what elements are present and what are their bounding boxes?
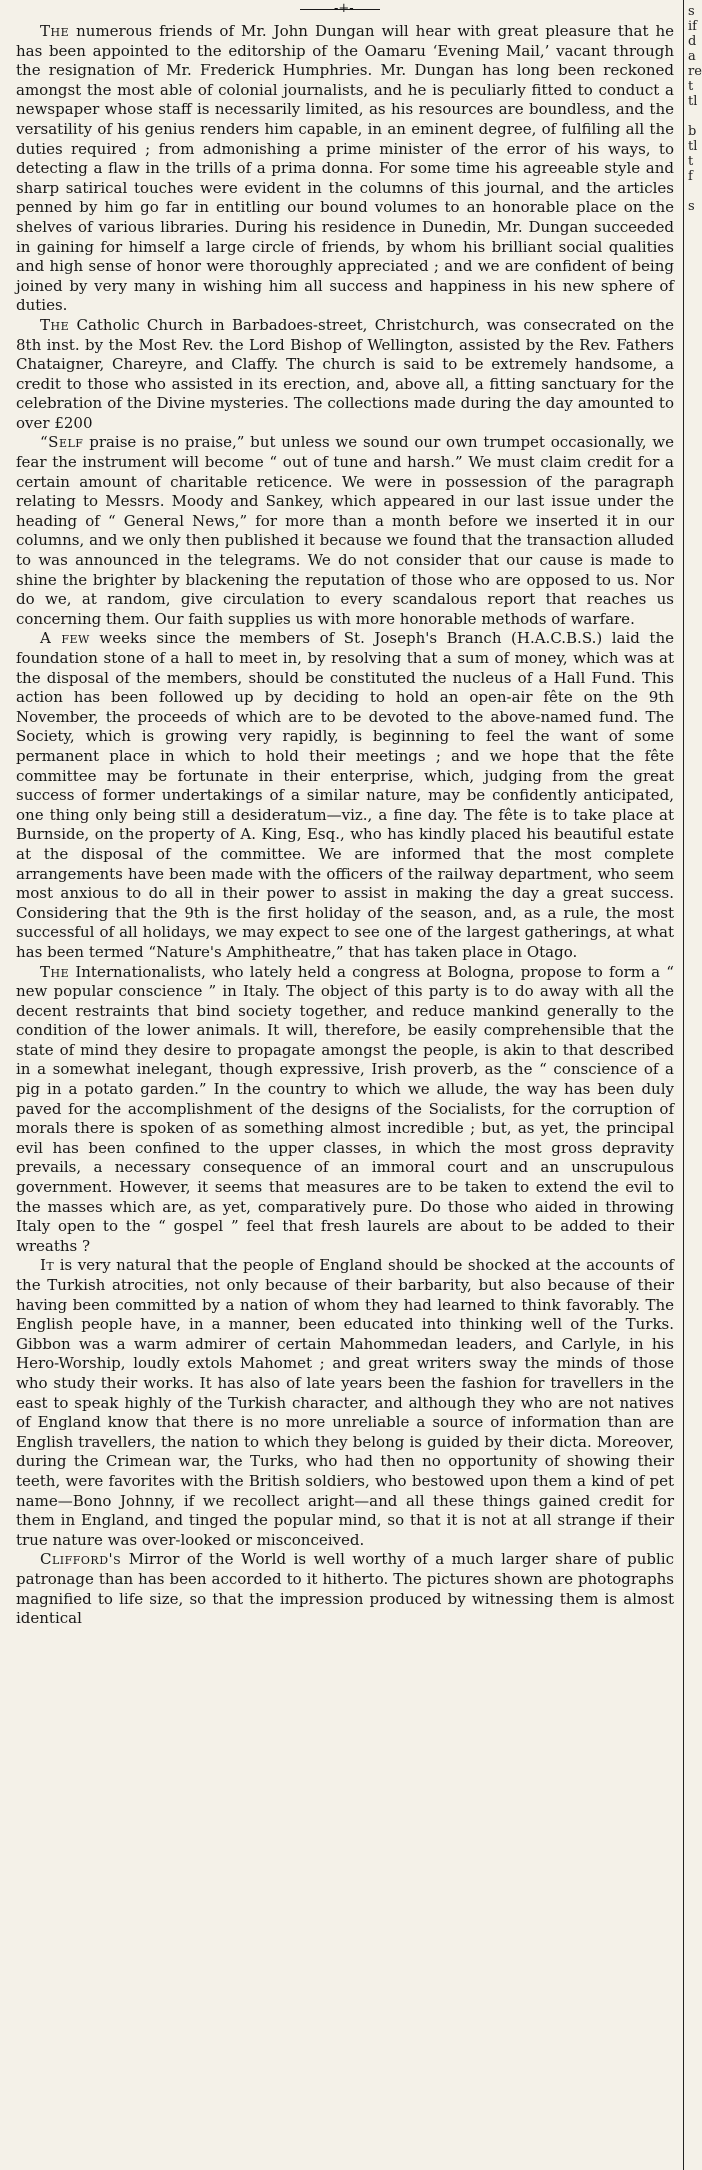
lead-word: The [40,962,70,981]
lead-word: It [40,1256,55,1275]
lead-word: The [40,315,70,334]
paragraph-dungan-appointment [16,22,674,316]
paragraph-turkish-atrocities [16,1256,674,1550]
fragment-text: if [688,19,697,34]
paragraph-text: weeks since the members of St. Joseph's Branch (H.A.C.B.S.) laid the foundation stone of a hall to meet in, by resolving that a sum of money, which was at the disposal of the members, should be constituted the nucleus of a Hall Fund. This action has been followed up by deciding to hold an open-air fête on the 9th November, the proceeds of which are to be devoted to the above-named fund. The Society, which is growing very rapidly, is beginning to feel the want of some permanent place in which to hold their meetings ; and we hope that the fête committee may be fortunate in their enterprise, which, judging from the great success of former undertakings of a similar nature, may be confidently anticipated, one thing only being still a desideratum—viz., a fine day. The fête is to take place at Burnside, on the property of A. King, Esq., who has kindly placed his beautiful estate at the disposal of the committee. We are informed that the most complete arrangements have been made with the officers of the railway department, who seem most anxious to do all in their power to assist in making the day a great success. Considering that the 9th is the first holiday of the season, and, as a rule, the most successful of all holidays, we may expect to see one of the largest gatherings, at what has been termed “Nature's Amphitheatre,” that has taken place in Otago. [16,629,674,961]
fragment-text: t [688,79,694,94]
lead-word: Clifford's [40,1550,122,1569]
fragment-text: a [688,49,696,64]
paragraph-text: Catholic Church in Barbadoes-street, Christchurch, was consecrated on the 8th inst. by the Most Rev. the Lord Bishop of Wellington, assisted by the Rev. Fathers Chataigner, Chareyre, and Claffy. The church is said to be extremely handsome, a credit to those who assisted in its erection, and, above all, a fitting sanctuary for the celebration of the Divine mysteries. The collections made during the day amounted to over £200 [16,315,674,432]
fragment-text: f [688,169,693,184]
fragment-text: s [688,4,695,19]
paragraph-text: Internationalists, who lately held a congress at Bologna, propose to form a “ new popular conscience ” in Italy. The object of this party is to do away with all the decent restraints that bind society together, and reduce mankind generally to the condition of the lower animals. It will, therefore, be easily comprehensible that the state of mind they desire to propagate amongst the people, is akin to that described in a somewhat inelegant, though expressive, Irish proverb, as the “ conscience of a pig in a potato garden.” In the country to which we allude, the way has been duly paved for the accomplishment of the designs of the Socialists, for the corruption of morals there is spoken of as something almost incredible ; but, as yet, the principal evil has been confined to the upper classes, in which the most gross depravity prevails, a necessary consequence of an immoral court and an unscrupulous government. However, it seems that measures are to be taken to extend the evil to the masses which are, as yet, comparatively pure. Do those who aided in throwing Italy open to the “ gospel ” feel that fresh laurels are about to be added to their wreaths ? [16,962,674,1255]
fragment-text: re [688,64,702,79]
adjacent-column-fragment [688,4,700,214]
fragment-text: b [688,124,697,139]
header-ornament: -+- [334,1,354,16]
lead-word: A few [40,629,90,648]
paragraph-text: praise is no praise,” but unless we sound our own trumpet occasionally, we fear the instrument will become “ out of tune and harsh.” We must claim credit for a certain amount of charitable reticence. We were in possession of the paragraph relating to Messrs. Moody and Sankey, which appeared in our last issue under the heading of “ General News,” for more than a month before we inserted it in our columns, and we only then published it because we found that the transaction alluded to was announced in the telegrams. We do not consider that our cause is made to shine the brighter by blackening the reputation of those who are opposed to us. Nor do we, at random, give circulation to every scandalous report that reaches us concerning them. Our faith supplies us with more honorable methods of warfare. [16,433,674,628]
paragraph-cliffords-mirror [16,1550,674,1628]
paragraph-catholic-church [16,316,674,434]
paragraph-self-praise [16,433,674,629]
fragment-text [688,109,700,124]
fragment-text: tl [688,94,698,109]
lead-word: “Self [40,433,84,452]
paragraph-text: numerous friends of Mr. John Dungan will hear with great pleasure that he has been appointed to the editorship of the Oamaru ‘Evening Mail,’ vacant through the resignation of Mr. Frederick Humphries. Mr. Dungan has long been reckoned amongst the most able of colonial journalists, and he is peculiarly fitted to conduct a newspaper whose staff is necessarily limited, as his resources are boundless, and the versatility of his genius renders him capable, in an eminent degree, of fulfiling all the duties required ; from admonishing a prime minister of the error of his ways, to detecting a flaw in the trills of a prima donna. For some time his agreeable style and sharp satirical touches were evident in the columns of this journal, and the articles penned by him go far in entitling our bound volumes to an honorable place on the shelves of various libraries. During his residence in Dunedin, Mr. Dungan succeeded in gaining for himself a large circle of friends, by whom his brilliant social qualities and high sense of honor were thoroughly appreciated ; and we are confident of being joined by very many in wishing him all success and happiness in his new sphere of duties. [16,22,674,315]
fragment-text [688,184,700,199]
fragment-text: t [688,154,694,169]
lead-word: The [40,22,70,40]
paragraph-text: Mirror of the World is well worthy of a much larger share of public patronage than has been accorded to it hitherto. The pictures shown are photographs magnified to life size, so that the impression produced by witnessing them is almost identical [16,1550,674,1628]
paragraph-st-josephs-branch [16,629,674,962]
fragment-text: tl [688,139,698,154]
fragment-text: d [688,34,697,49]
article-column [16,22,674,1629]
column-separator [683,0,684,2170]
paragraph-internationalists [16,963,674,1257]
fragment-text: s [688,199,695,214]
paragraph-text: is very natural that the people of England should be shocked at the accounts of the Turkish atrocities, not only because of their barbarity, but also because of their having been committed by a nation of whom they had learned to think favorably. The English people have, in a manner, been educated into thinking well of the Turks. Gibbon was a warm admirer of certain Mahommedan leaders, and Carlyle, in his Hero-Worship, loudly extols Mahomet ; and great writers sway the minds of those who study their works. It has also of late years been the fashion for travellers in the east to speak highly of the Turkish character, and although they who are not natives of England know that there is no more unreliable a source of information than are English travellers, the nation to which they belong is guided by their dicta. Moreover, during the Crimean war, the Turks, who had then no opportunity of showing their teeth, were favorites with the British soldiers, who bestowed upon them a kind of pet name—Bono Johnny, if we recollect aright—and all these things gained credit for them in England, and tinged the popular mind, so that it is not at all strange if their true nature was over-looked or misconceived. [16,1256,674,1549]
